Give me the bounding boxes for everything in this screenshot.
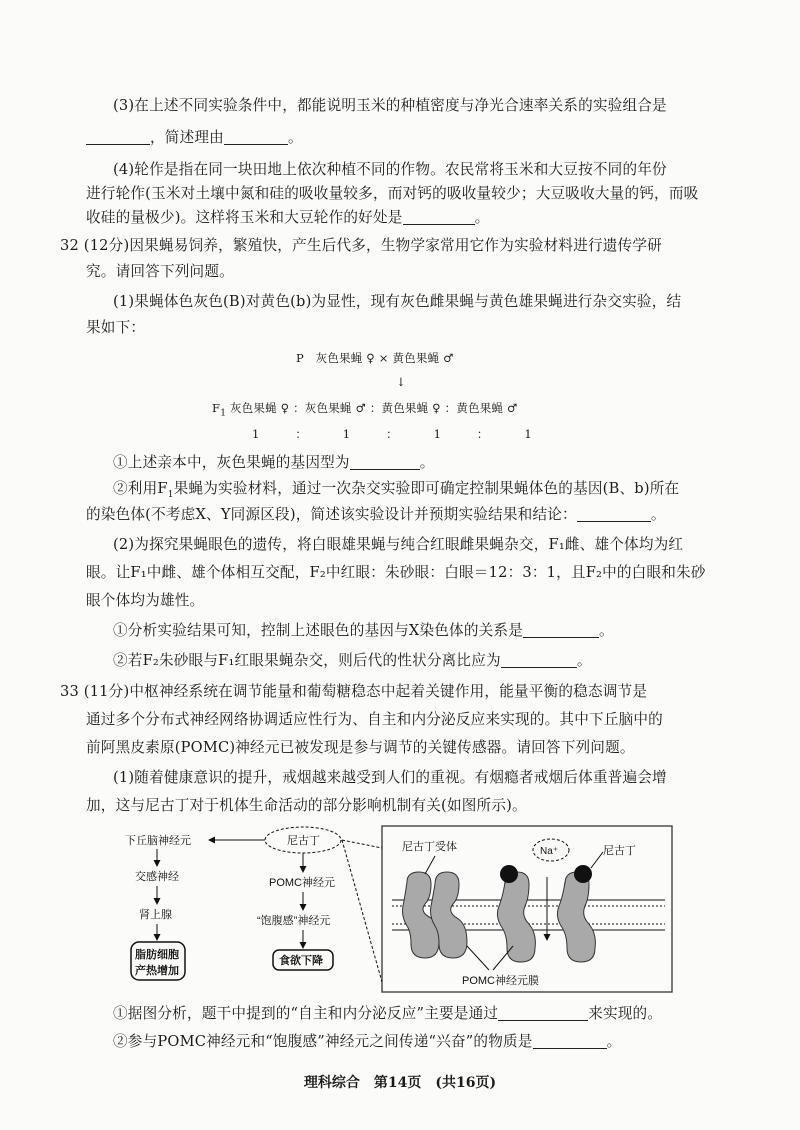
adrenal-label: 肾上腺 (139, 909, 172, 921)
q33-header-3: 前阿黑皮素原(POMC)神经元已被发现是参与调节的关键传感器。请回答下列问题。 (86, 739, 635, 756)
q32-part1-line1: (1)果蝇体色灰色(B)对黄色(b)为显性，现有灰色雌果蝇与黄色雄果蝇进行杂交实验，结 (113, 293, 682, 310)
fat-cell-label: 脂肪细胞 (135, 949, 179, 961)
pomc-membrane-label: POMC神经元膜 (462, 975, 539, 987)
q33-sub1: ①据图分析，题干中提到的“自主和内分泌反应”主要是通过 来实现的。 (113, 1005, 663, 1022)
q32-part2-line1: (2)为探究果蝇眼色的遗传，将白眼雄果蝇与纯合红眼雌果蝇杂交，F₁雌、雄个体均为红 (113, 536, 684, 553)
channel-protein-left (497, 872, 535, 962)
answer-blank[interactable] (498, 1005, 588, 1021)
q32-header-2: 究。请回答下列问题。 (86, 263, 234, 280)
hypothalamus-neuron-label: 下丘脑神经元 (125, 835, 191, 847)
q33-header-2: 通过多个分布式神经网络协调适应性行为、自主和内分泌反应来实现的。其中下丘脑中的 (86, 711, 663, 728)
answer-blank[interactable] (224, 129, 288, 145)
appetite-decrease-label: 食欲下降 (279, 955, 323, 967)
q32-sub2-line2: 的染色体(不考虑X、Y同源区段)，简述该实验设计并预期实验结果和结论： 。 (86, 506, 666, 523)
q33-sub2: ②参与POMC神经元和“饱腹感”神经元之间传递“兴奋”的物质是 。 (113, 1033, 622, 1050)
q31-part3: (3)在上述不同实验条件中，都能说明玉米的种植密度与净光合速率关系的实验组合是 (113, 97, 667, 114)
nicotine-receptor-label: 尼古丁受体 (402, 841, 457, 853)
q32-part2-sub1: ①分析实验结果可知，控制上述眼色的基因与X染色体的关系是 。 (113, 622, 614, 639)
q32-part1-line2: 果如下： (86, 319, 146, 336)
answer-blank[interactable] (350, 454, 420, 470)
cross-ratio: 1 ： 1 ： 1 ： 1 (252, 427, 532, 441)
nicotine-label: 尼古丁 (603, 845, 636, 857)
answer-blank[interactable] (523, 622, 599, 638)
receptor-pointer (425, 856, 435, 874)
q31-part4-line2: 进行轮作(玉米对土壤中氮和硅的吸收量较多，而对钙的吸收量较少；大豆吸收大量的钙，而吸 (86, 185, 699, 202)
q32-part2-line2: 眼。让F₁中雌、雄个体相互交配，F₂中红眼：朱砂眼：白眼＝12：3：1，且F₂中的白眼和朱砂 (86, 564, 706, 581)
answer-blank[interactable] (501, 652, 577, 668)
q32-header: 32 (12分)因果蝇易饲养，繁殖快，产生后代多，生物学家常用它作为实验材料进行遗传学研 (60, 237, 662, 254)
membrane-pointer (467, 946, 489, 970)
zoom-line (342, 840, 382, 982)
nicotine-pointer (591, 852, 603, 868)
answer-blank[interactable] (403, 209, 475, 225)
channel-protein-right (557, 872, 595, 962)
q33-part1-line1: (1)随着健康意识的提升，戒烟越来越受到人们的重视。有烟瘾者戒烟后体重普遍会增 (113, 769, 667, 786)
zoom-line (342, 840, 382, 848)
q32-sub1: ①上述亲本中，灰色果蝇的基因型为 。 (113, 454, 435, 471)
cross-parent-line: P 灰色果蝇 ♀ × 黄色果蝇 ♂ (296, 351, 454, 365)
q31-part4-line1: (4)轮作是指在同一块田地上依次种植不同的作物。农民常将玉米和大豆按不同的年份 (113, 161, 667, 178)
cross-arrow: ↓ (396, 375, 406, 389)
answer-blank[interactable] (533, 1033, 607, 1049)
nicotine-molecule (500, 865, 518, 883)
q32-sub2-line1: ②利用$F_1$果蝇为实验材料，通过一次杂交实验即可确定控制果蝇体色的基因(B、b)所在 (113, 480, 680, 500)
satiety-neuron-label: “饱腹感”神经元 (257, 915, 331, 927)
q31-part3-blanks: ，简述理由 。 (86, 128, 303, 148)
q33-part1-line2: 加，这与尼古丁对于机体生命活动的部分影响机制有关(如图所示)。 (86, 797, 527, 814)
cross-f1-line: $F_1$ 灰色果蝇 ♀ ：灰色果蝇 ♂ ：黄色果蝇 ♀ ：黄色果蝇 ♂ (212, 401, 518, 419)
q31-part4-line3: 收硅的量极少)。这样将玉米和大豆轮作的好处是 。 (86, 209, 490, 226)
q32-part2-sub2: ②若F₂朱砂眼与F₁红眼果蝇杂交，则后代的性状分离比应为 。 (113, 652, 592, 669)
page-footer: 理科综合 第14页 (共16页) (303, 1075, 497, 1091)
answer-blank[interactable] (86, 129, 150, 145)
q32-part2-line3: 眼个体均为雄性。 (86, 592, 205, 609)
sodium-ion-label: Na⁺ (540, 846, 559, 857)
sympathetic-nerve-label: 交感神经 (135, 871, 179, 883)
heat-increase-label: 产热增加 (135, 965, 179, 977)
answer-blank[interactable] (577, 506, 651, 522)
nicotine-molecule (574, 865, 592, 883)
nicotine-oval-label: 尼古丁 (287, 835, 320, 847)
q33-header: 33 (11分)中枢神经系统在调节能量和葡萄糖稳态中起着关键作用，能量平衡的稳态调节是 (60, 683, 648, 700)
nicotine-mechanism-figure (117, 822, 677, 997)
pomc-neuron-label: POMC神经元 (269, 877, 335, 889)
